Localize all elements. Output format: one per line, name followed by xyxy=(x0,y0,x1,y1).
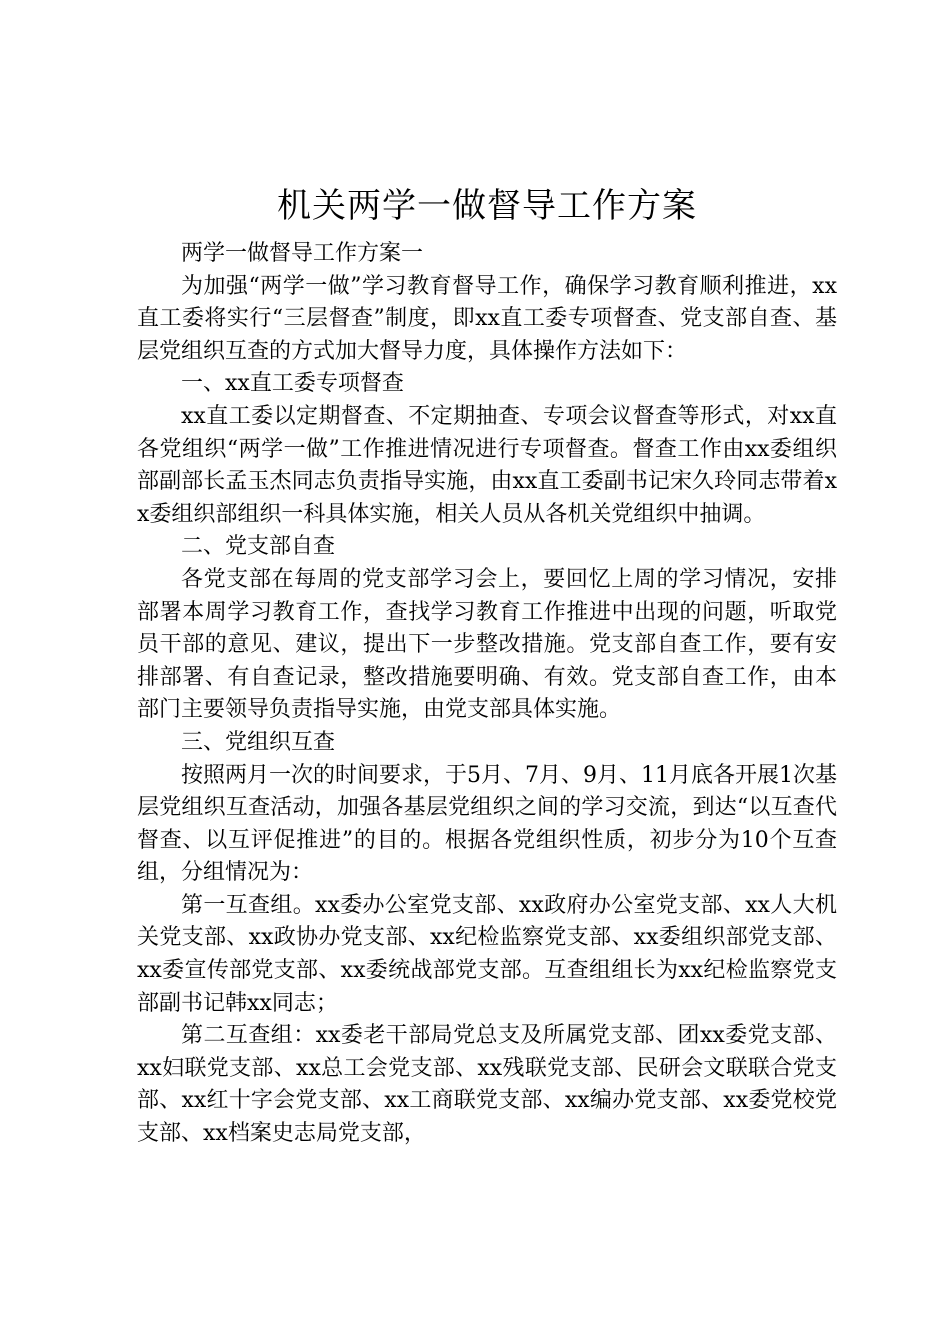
paragraph-section-2: 各党支部在每周的党支部学习会上，要回忆上周的学习情况，安排部署本周学习教育工作，查找学习教育工作推进中出现的问题，听取党员干部的意见、建议，提出下一步整改措施。党支部自查工作，要有安排部署、有自查记录，整改措施要明确、有效。党支部自查工作，由本部门主要领导负责指导实施，由党支部具体实施。 xyxy=(137,566,837,723)
document-page xyxy=(137,178,837,1151)
paragraph-group-2: 第二互查组：xx委老干部局党总支及所属党支部、团xx委党支部、xx妇联党支部、xx总工会党支部、xx残联党支部、民研会文联联合党支部、xx红十字会党支部、xx工商联党支部、xx编办党支部、xx委党校党支部、xx档案史志局党支部， xyxy=(137,1023,837,1147)
section-heading-2: 二、党支部自查 xyxy=(181,534,336,560)
section-heading-3: 三、党组织互查 xyxy=(181,729,336,755)
paragraph-group-1: 第一互查组。xx委办公室党支部、xx政府办公室党支部、xx人大机关党支部、xx政协办党支部、xx纪检监察党支部、xx委组织部党支部、xx委宣传部党支部、xx委统战部党支部。互查组组长为xx纪检监察党支部副书记韩xx同志； xyxy=(137,892,837,1016)
paragraph-heading-plan-one: 两学一做督导工作方案一 xyxy=(181,241,424,266)
paragraph-section-3: 按照两月一次的时间要求，于5月、7月、9月、11月底各开展1次基层党组织互查活动，加强各基层党组织之间的学习交流，到达“以互查代督查、以互评促推进”的目的。根据各党组织性质，初步分为10个互查组，分组情况为： xyxy=(137,762,837,886)
paragraph-section-1: xx直工委以定期督查、不定期抽查、专项会议督查等形式，对xx直各党组织“两学一做”工作推进情况进行专项督查。督查工作由xx委组织部副部长孟玉杰同志负责指导实施，由xx直工委副书记宋久玲同志带着xx委组织部组织一科具体实施，相关人员从各机关党组织中抽调。 xyxy=(137,403,837,527)
paragraph-intro: 为加强“两学一做”学习教育督导工作，确保学习教育顺利推进，xx直工委将实行“三层督查”制度，即xx直工委专项督查、党支部自查、基层党组织互查的方式加大督导力度，具体操作方法如下： xyxy=(137,273,837,364)
document-title: 机关两学一做督导工作方案 xyxy=(277,186,697,226)
section-heading-1: 一、xx直工委专项督查 xyxy=(181,371,404,397)
